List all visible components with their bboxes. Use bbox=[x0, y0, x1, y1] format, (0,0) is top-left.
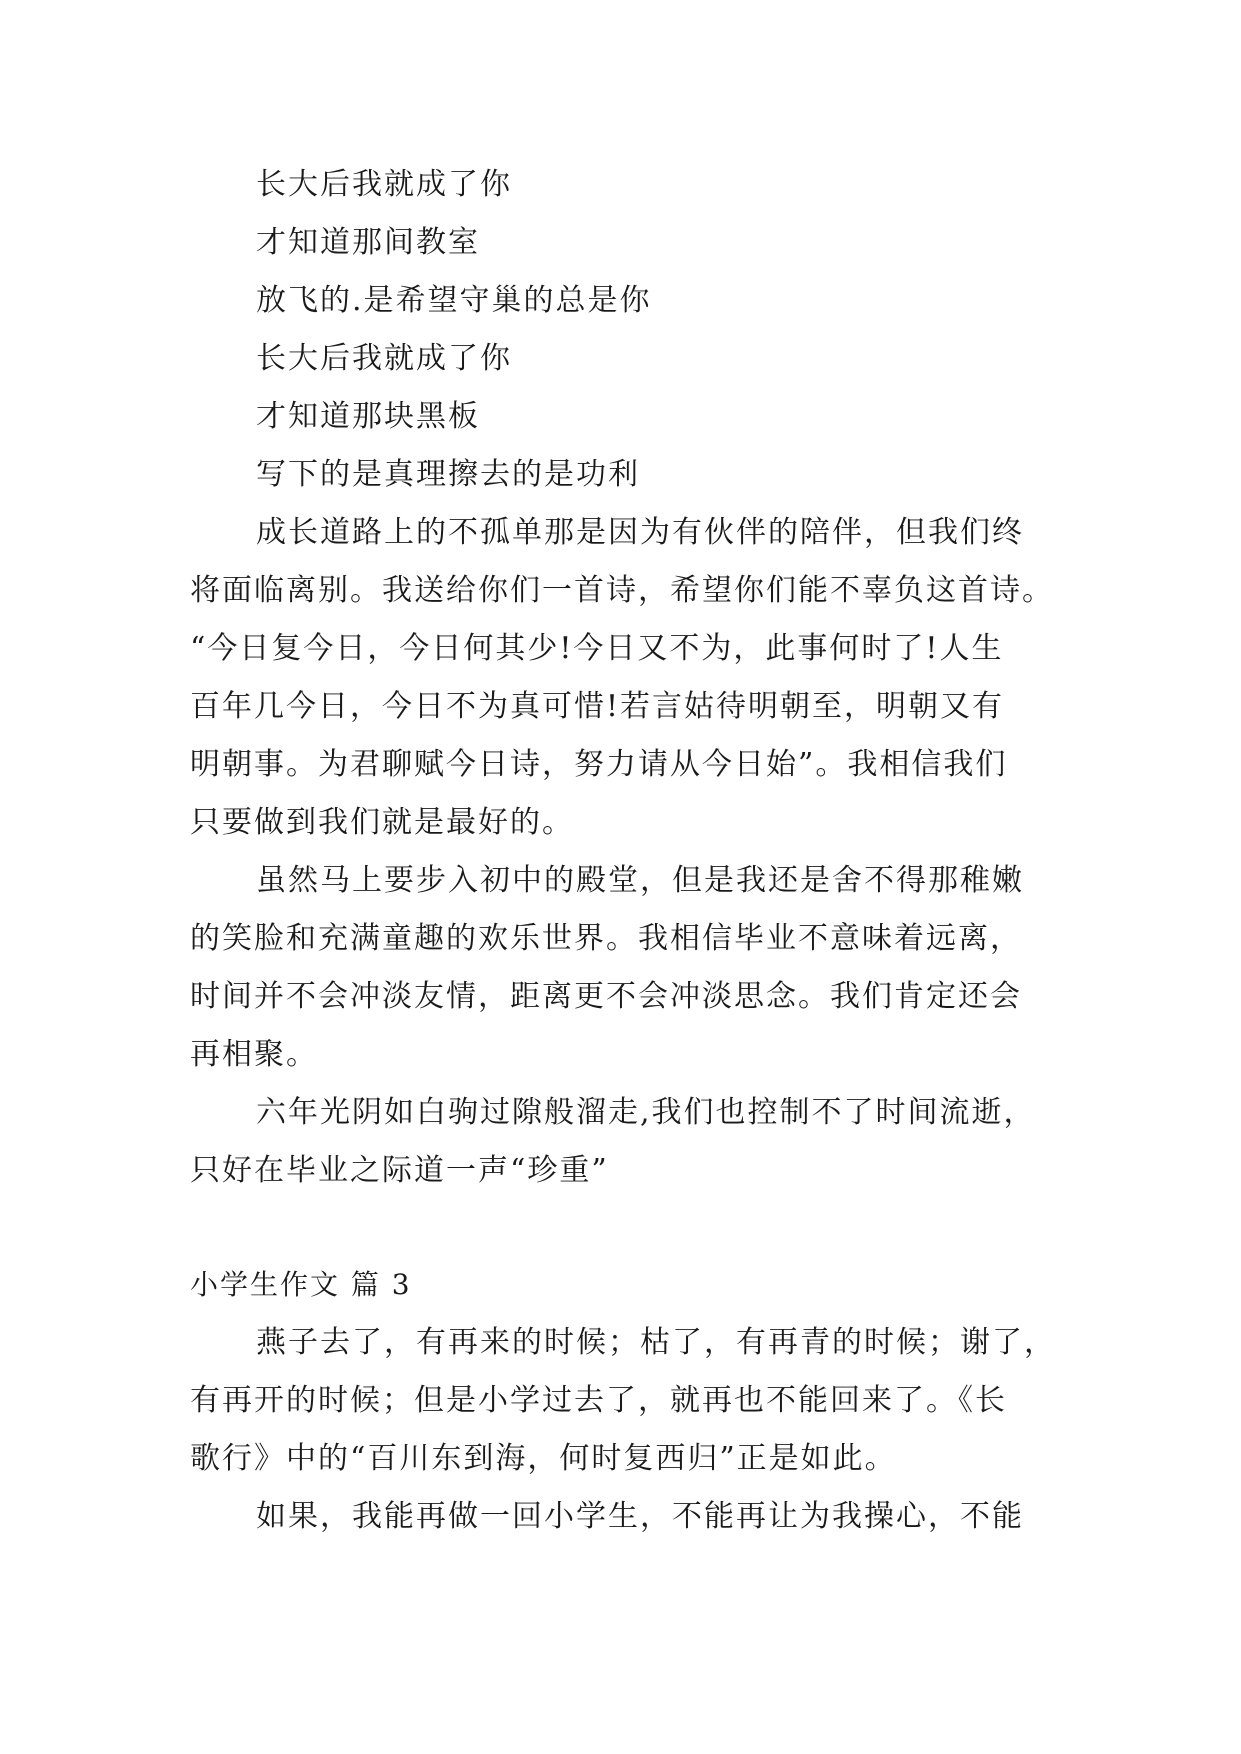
poem-line: 放飞的.是希望守巢的总是你 bbox=[256, 283, 652, 318]
paragraph-line: 虽然马上要步入初中的殿堂，但是我还是舍不得那稚嫩 bbox=[256, 863, 1024, 898]
paragraph-line: 再相聚。 bbox=[190, 1037, 318, 1072]
paragraph-line: 六年光阴如白驹过隙般溜走,我们也控制不了时间流逝， bbox=[256, 1095, 1036, 1130]
paragraph-line: 只好在毕业之际道一声“珍重” bbox=[190, 1153, 609, 1188]
paragraph-line: 只要做到我们就是最好的。 bbox=[190, 805, 574, 840]
poem-line: 写下的是真理擦去的是功利 bbox=[256, 457, 640, 492]
poem-line: 长大后我就成了你 bbox=[256, 341, 512, 376]
paragraph-line: 的笑脸和充满童趣的欢乐世界。我相信毕业不意味着远离， bbox=[190, 921, 1022, 956]
paragraph-line: 明朝事。为君聊赋今日诗，努力请从今日始”。我相信我们 bbox=[190, 747, 1008, 782]
paragraph-line: 成长道路上的不孤单那是因为有伙伴的陪伴，但我们终 bbox=[256, 515, 1024, 550]
poem-line: 才知道那块黑板 bbox=[256, 399, 480, 434]
section-heading: 小学生作文 篇 3 bbox=[190, 1268, 412, 1301]
poem-line: 才知道那间教室 bbox=[256, 225, 480, 260]
paragraph-line: “今日复今日，今日何其少!今日又不为，此事何时了!人生 bbox=[190, 631, 1004, 666]
poem-line: 长大后我就成了你 bbox=[256, 167, 512, 202]
paragraph-line: 时间并不会冲淡友情，距离更不会冲淡思念。我们肯定还会 bbox=[190, 979, 1022, 1014]
paragraph-line: 歌行》中的“百川东到海，何时复西归”正是如此。 bbox=[190, 1441, 897, 1476]
paragraph-line: 如果，我能再做一回小学生，不能再让为我操心，不能 bbox=[256, 1499, 1024, 1534]
paragraph-line: 百年几今日，今日不为真可惜!若言姑待明朝至，明朝又有 bbox=[190, 689, 1005, 724]
paragraph-line: 有再开的时候；但是小学过去了，就再也不能回来了。《长 bbox=[190, 1383, 1007, 1418]
paragraph-line: 将面临离别。我送给你们一首诗，希望你们能不辜负这首诗。 bbox=[190, 573, 1054, 608]
paragraph-line: 燕子去了，有再来的时候；枯了，有再青的时候；谢了， bbox=[256, 1325, 1056, 1360]
